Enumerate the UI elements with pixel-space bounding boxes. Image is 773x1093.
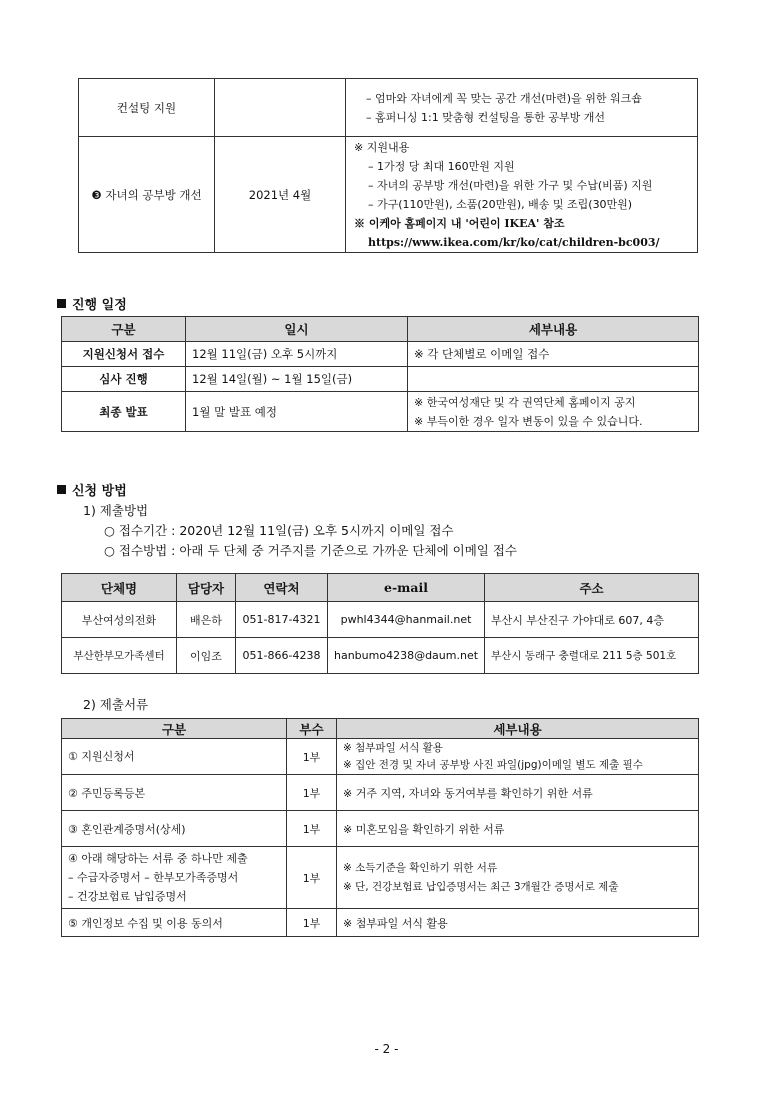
docs-row: ③ 혼인관계증명서(상세) 1부 ※ 미혼모임을 확인하기 위한 서류 xyxy=(62,811,699,847)
org-header: e-mail xyxy=(328,574,485,602)
org-header: 연락처 xyxy=(236,574,328,602)
docs-row: ② 주민등록등본 1부 ※ 거주 지역, 자녀와 동거여부를 확인하기 위한 서류 xyxy=(62,775,699,811)
support-detail: – 자녀의 공부방 개선(마련)을 위한 가구 및 수납(비품) 지원 xyxy=(368,178,653,192)
apply-sub1: 1) 제출방법 xyxy=(83,503,149,518)
schedule-row: 심사 진행 12월 14일(월) ~ 1월 15일(금) xyxy=(62,367,699,392)
org-header: 주소 xyxy=(485,574,699,602)
page-number: - 2 - xyxy=(374,1042,399,1056)
support-row-studyroom xyxy=(79,137,698,253)
square-bullet-icon xyxy=(57,485,66,494)
schedule-header: 구분 xyxy=(62,317,186,342)
schedule-header: 세부내용 xyxy=(408,317,699,342)
org-table xyxy=(61,573,699,674)
apply-title: 신청 방법 xyxy=(57,480,127,499)
support-detail: – 1가정 당 최대 160만원 지원 xyxy=(368,159,515,173)
support-table xyxy=(78,78,698,253)
schedule-row: 최종 발표 1월 말 발표 예정 ※ 한국여성재단 및 각 권역단체 홈페이지 공지 ※ 부득이한 경우 일자 변동이 있을 수 있습니다. xyxy=(62,392,699,432)
support-label: ❸ 자녀의 공부방 개선 xyxy=(79,137,215,253)
schedule-table xyxy=(61,316,699,432)
apply-sub2: 2) 제출서류 xyxy=(83,697,149,712)
docs-row: ① 지원신청서 1부 ※ 첨부파일 서식 활용 ※ 집안 전경 및 자녀 공부방 사진 파일(jpg)이메일 별도 제출 필수 xyxy=(62,739,699,775)
apply-bullet: ○ 접수방법 : 아래 두 단체 중 거주지를 기준으로 가까운 단체에 이메일 접수 xyxy=(104,543,517,558)
org-header: 단체명 xyxy=(62,574,177,602)
support-detail: ※ 지원내용 xyxy=(354,140,410,154)
org-header: 담당자 xyxy=(177,574,236,602)
docs-header: 구분 xyxy=(62,719,287,739)
org-row: 부산한부모가족센터 이임조 051-866-4238 hanbumo4238@daum.net 부산시 동래구 충렬대로 211 5층 501호 xyxy=(62,638,699,674)
docs-header: 부수 xyxy=(287,719,337,739)
support-date: 2021년 4월 xyxy=(215,137,346,253)
docs-row: ⑤ 개인정보 수집 및 이용 동의서 1부 ※ 첨부파일 서식 활용 xyxy=(62,909,699,937)
schedule-row: 지원신청서 접수 12월 11일(금) 오후 5시까지 ※ 각 단체별로 이메일 접수 xyxy=(62,342,699,367)
support-detail: – 가구(110만원), 소품(20만원), 배송 및 조립(30만원) xyxy=(368,197,633,211)
support-date xyxy=(215,79,346,137)
email-link[interactable]: hanbumo4238@daum.net xyxy=(328,638,485,674)
email-link[interactable]: pwhl4344@hanmail.net xyxy=(328,602,485,638)
docs-table xyxy=(61,718,699,937)
docs-header: 세부내용 xyxy=(337,719,699,739)
apply-bullet: ○ 접수기간 : 2020년 12월 11일(금) 오후 5시까지 이메일 접수 xyxy=(104,523,454,538)
docs-row: ④ 아래 해당하는 서류 중 하나만 제출 – 수급자증명서 – 한부모가족증명서 – 건강보험료 납입증명서 1부 ※ 소득기준을 확인하기 위한 서류 ※ 단, 건강보험료 납입증명서는 최근 3개월간 증명서로 제출 xyxy=(62,847,699,909)
support-url: https://www.ikea.com/kr/ko/cat/children-bc003/ xyxy=(368,235,660,249)
schedule-header: 일시 xyxy=(186,317,408,342)
org-row: 부산여성의전화 배은하 051-817-4321 pwhl4344@hanmail.net 부산시 부산진구 가야대로 607, 4층 xyxy=(62,602,699,638)
support-note: ※ 이케아 홈페이지 내 '어린이 IKEA' 참조 xyxy=(354,216,565,230)
support-detail: – 엄마와 자녀에게 꼭 맞는 공간 개선(마련)을 위한 워크숍 xyxy=(366,91,642,105)
support-row-consulting xyxy=(79,79,698,137)
support-detail: – 홈퍼니싱 1:1 맞춤형 컨설팅을 통한 공부방 개선 xyxy=(366,110,605,124)
support-label: 컨설팅 지원 xyxy=(79,79,215,137)
square-bullet-icon xyxy=(57,299,66,308)
schedule-title: 진행 일정 xyxy=(57,294,127,313)
